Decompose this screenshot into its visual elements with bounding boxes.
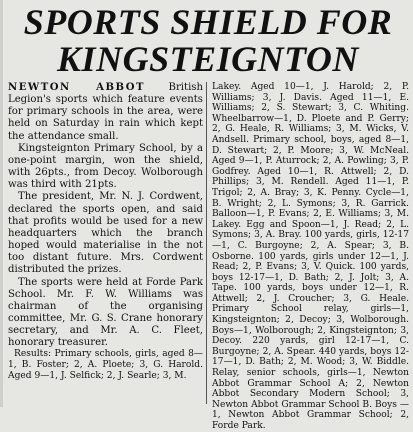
page-edge (0, 0, 3, 407)
lead-paragraph-text: British Legion's sports which feature events for primary schools in the area, were held on Saturday in rain which kept the attendance small. (8, 82, 203, 142)
results-continued: Lakey. Aged 10—1, J. Harold; 2, P. Williams; 3, J. Davis. Aged 11—1, E. Williams; 2, S. Stewart; 3, C. Whiting. Wheelbarrow—1, D. Ploete and P. Gerry; 2, G. Heale, R. Williams; 3, M. Wicks, V. Andsell. Primary school, boys, aged 8—1, D. Stewart; 2, P. Moore; 3, W. McNeal. Aged 9—1, P. Aturrock; 2, A. Powling; 3, P. Godfrey. Aged 10—1, R. Attwell; 2, D. Phillips; 3, M. Rendell. Aged 11—1, P. Trigol; 2, A. Bray; 3, K. Penny. Cycle—1, B. Wright; 2, L. Symons; 3, R. Garrick. Balloon—1, P. Evans; 2, E. Williams; 3, M. Lakey. Egg and Spoon—1, J. Read; 2, L. Symons; 3, A. Bray. 100 yards, girls, 12-17—1, C. Burgoyne; 2, A. Spear; 3, B. Osborne. 100 yards, girls under 12—1, J. Read; 2, P. Evans; 3, V. Quick. 100 yards, boys 12-17—1, D. Bath; 2, J. Jolt; 3, A. Tape. 100 yards, boys under 12—1, R. Attwell; 2, J. Croucher; 3, G. Heale. Primary School relay, girls—1, Kingsteignton; 2, Decoy; 3, Wolborough. Boys—1, Wolborough; 2, Kingsteignton; 3, Decoy. 220 yards, girl 12-17—1, C. Burgoyne; 2, A. Spear. 440 yards, boys 12-17—1, D. Bath; 2, M. Wood; 3, W. Biddle. Relay, senior schools, girls—1, Newton Abbot Grammar School A; 2, Newton Abbot Secondary Modern School; 3, Newton Abbot Grammar School B. Boys — 1, Newton Abbot Grammar School; 2, Forde Park. (212, 82, 409, 431)
lead-paragraph (8, 82, 203, 143)
body-paragraph: The president, Mr. N. J. Cordwent, declared the sports open, and said that profits would be used for a new headquarters which the branch hoped would materialise in the not too distant future. Mrs. Cordwent distributed the prizes. (8, 191, 203, 276)
body-paragraph: The sports were held at Forde Park School. Mr. F. W. Williams was chairman of the organising committee, Mr. G. S. Crane honorary secretary, and Mr. A. C. Fleet, honorary treasurer. (8, 276, 203, 349)
article-column-left (8, 82, 203, 381)
results-start: Results: Primary schools, girls, aged 8—1, B. Foster; 2, A. Ploete; 3, G. Harold. Aged 9—1, J. Selfick; 2, J. Searle; 3, M. (8, 349, 203, 381)
headline: SPORTS SHIELD FOR KINGSTEIGNTON (23, 2, 393, 79)
column-rule (206, 82, 207, 404)
dateline: NEWTON ABBOT (8, 82, 146, 93)
article-column-right (212, 82, 409, 432)
body-paragraph: Kingsteignton Primary School, by a one-point margin, won the shield, with 26pts., from Decoy. Wolborough was third with 21pts. (8, 142, 203, 191)
